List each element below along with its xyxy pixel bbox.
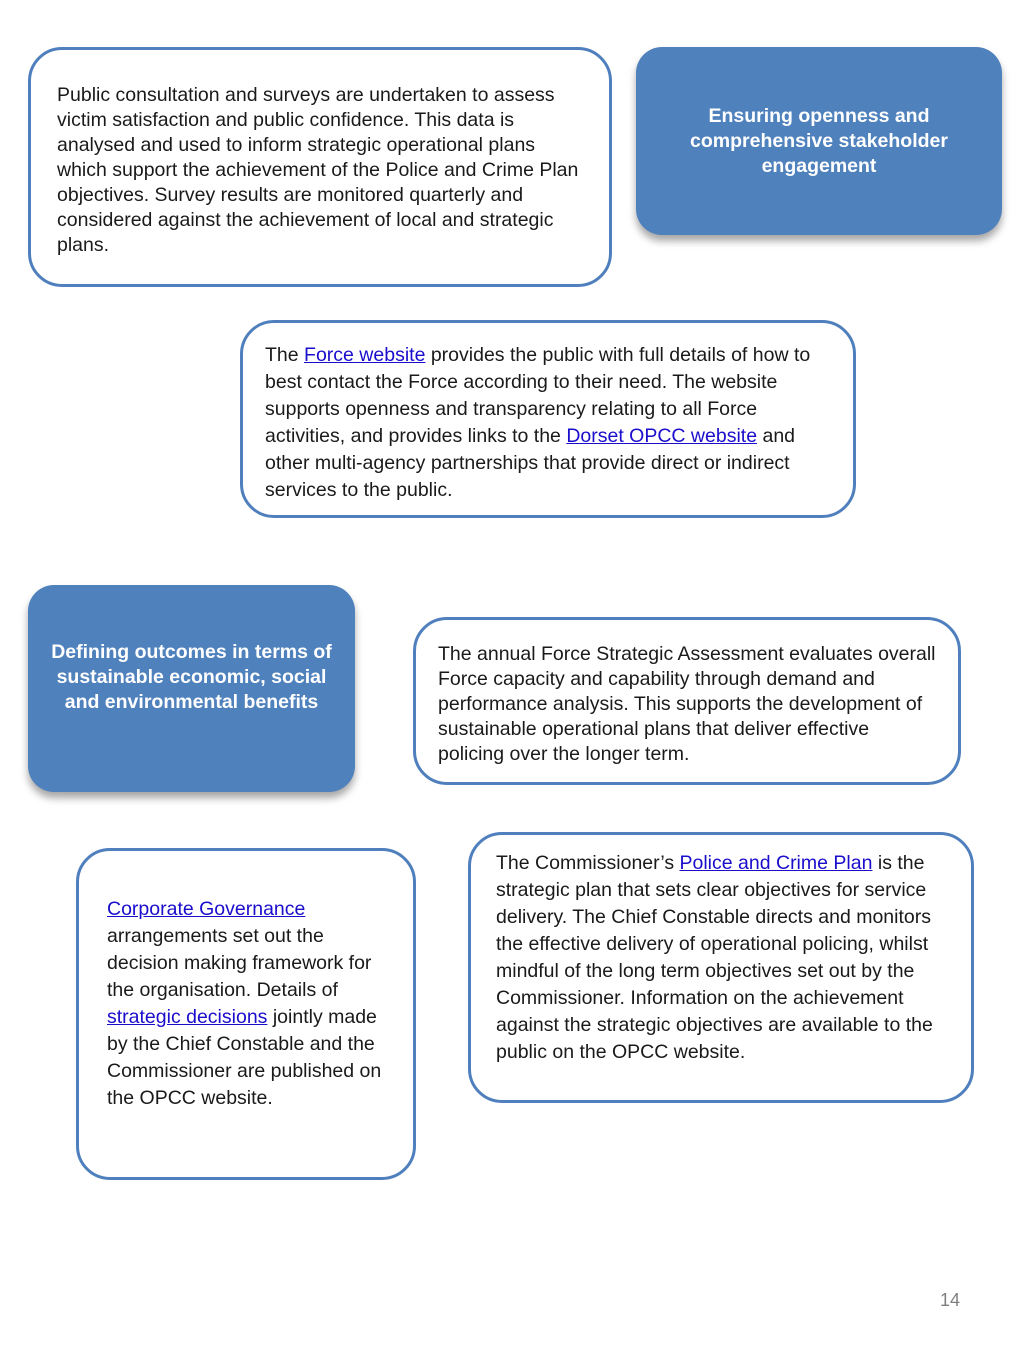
openness-heading: Ensuring openness and comprehensive stakeholder engagement xyxy=(690,105,948,177)
force-website-text-box xyxy=(240,320,856,518)
dorset-opcc-website-link[interactable]: Dorset OPCC website xyxy=(566,425,758,447)
corporate-governance-link[interactable]: Corporate Governance xyxy=(107,898,306,920)
force-website-text: The Force website provides the public with full details of how to best contact the Force according to their need. The website supports openness and transparency relating to all Force activities, and provides links to the Dorset OPCC website and other multi-agency partnerships that provide direct or indirect services to the public. xyxy=(265,344,811,501)
strategic-assessment-text-box xyxy=(413,617,961,785)
page-number: 14 xyxy=(939,1290,961,1310)
consultation-text: Public consultation and surveys are undertaken to assess victim satisfaction and public confidence. This data is analysed and used to inform strategic operational plans which support the achievement of the Police and Crime Plan objectives. Survey results are monitored quarterly and considered against the achievement of local and strategic plans. xyxy=(57,84,579,256)
outcomes-heading-box xyxy=(28,585,355,792)
openness-heading-box xyxy=(636,47,1002,235)
corporate-governance-text: Corporate Governance arrangements set out the decision making framework for the organisation. Details of strategic decisions jointly made by the Chief Constable and the Commissioner are published on the OPCC website. xyxy=(107,898,382,1109)
strategic-decisions-link[interactable]: strategic decisions xyxy=(107,1006,268,1028)
outcomes-heading: Defining outcomes in terms of sustainable economic, social and environmental benefits xyxy=(51,641,332,713)
force-website-link[interactable]: Force website xyxy=(304,344,426,366)
police-and-crime-plan-link[interactable]: Police and Crime Plan xyxy=(679,852,873,874)
strategic-assessment-text: The annual Force Strategic Assessment evaluates overall Force capacity and capability through demand and performance analysis. This supports the development of sustainable operational plans that deliver effective policing over the longer term. xyxy=(438,643,936,765)
corporate-governance-text-box xyxy=(76,848,416,1180)
consultation-text-box xyxy=(28,47,612,287)
police-crime-plan-text: The Commissioner’s Police and Crime Plan is the strategic plan that sets clear objectives for service delivery. The Chief Constable directs and monitors the effective delivery of operational policing, whilst mindful of the long term objectives set out by the Commissioner. Information on the achievement against the strategic objectives are available to the public on the OPCC website. xyxy=(496,852,933,1063)
police-crime-plan-text-box xyxy=(468,832,974,1103)
